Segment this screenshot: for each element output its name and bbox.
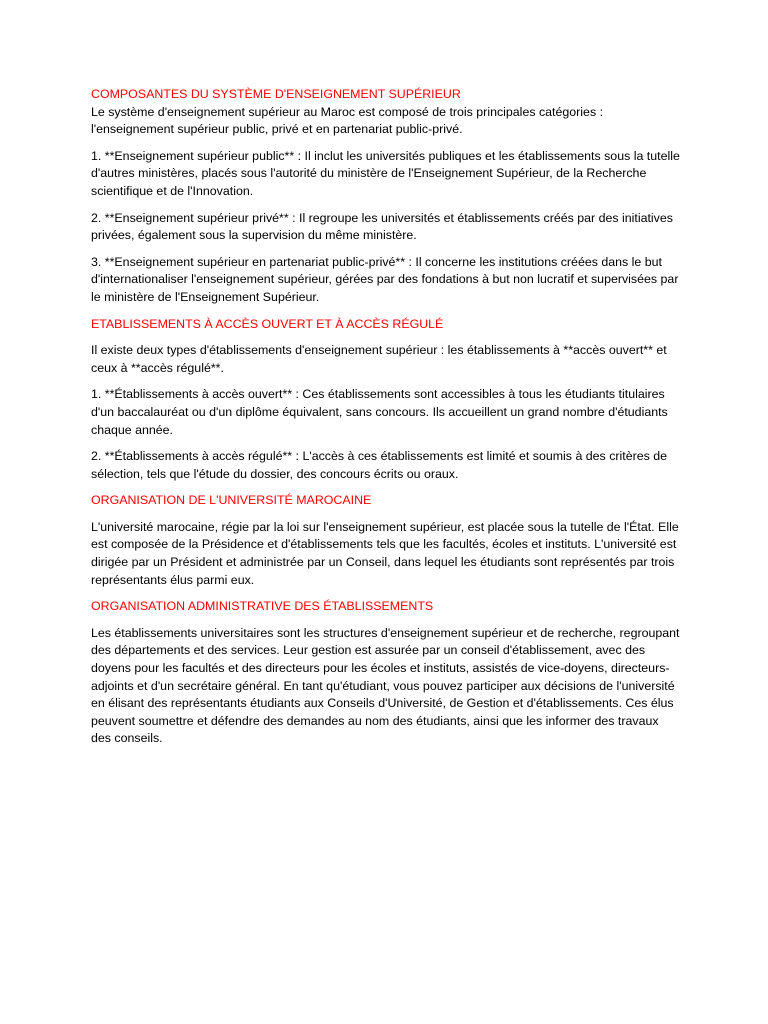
- paragraph: Il existe deux types d'établissements d'enseignement supérieur : les établissements à **accès ouvert** et ceux à **accès régulé**.: [91, 343, 667, 375]
- section-organisation-universite: [91, 492, 681, 589]
- paragraph: 1. **Enseignement supérieur public** : Il inclut les universités publiques et les établissements sous la tutelle d'autres ministères, placés sous l'autorité du ministère de l'Enseignement Supérieur, de la Recherche scientifique et de l'Innovation.: [91, 148, 680, 198]
- paragraph: 3. **Enseignement supérieur en partenariat public-privé** : Il concerne les institutions créées dans le but d'internationaliser l'enseignement supérieur, gérées par des fondations à but non lucratif et supervisées par le ministère de l'Enseignement Supérieur.: [91, 254, 679, 304]
- paragraph: 1. **Établissements à accès ouvert** : Ces établissements sont accessibles à tous les étudiants titulaires d'un baccalauréat ou d'un diplôme équivalent, sans concours. Ils accueillent un grand nombre d'étudiants chaque année.: [91, 387, 668, 437]
- section-heading: ETABLISSEMENTS À ACCÈS OUVERT ET À ACCÈS RÉGULÉ: [91, 316, 444, 331]
- paragraph: Les établissements universitaires sont les structures d'enseignement supérieur et de recherche, regroupant des départements et des services. Leur gestion est assurée par un conseil d'établissement, avec des doyens pour les facultés et des directeurs pour les écoles et instituts, assistés de vice-doyens, directeurs-adjoints et d'un secrétaire général. En tant qu'étudiant, vous pouvez participer aux décisions de l'université en élisant des représentants étudiants aux Conseils d'Université, de Gestion et d'établissements. Ces élus peuvent soumettre et défendre des demandes au nom des étudiants, ainsi que les informer des travaux des conseils.: [91, 625, 680, 746]
- section-etablissements-acces: [91, 316, 681, 484]
- section-heading: ORGANISATION ADMINISTRATIVE DES ÉTABLISSEMENTS: [91, 599, 434, 614]
- paragraph: 2. **Enseignement supérieur privé** : Il regroupe les universités et établissements créés par des initiatives privées, également sous la supervision du même ministère.: [91, 210, 673, 243]
- section-composantes: [91, 86, 681, 307]
- section-organisation-administrative: [91, 598, 681, 748]
- paragraph: 2. **Établissements à accès régulé** : L'accès à ces établissements est limité et soumis à des critères de sélection, tels que l'étude du dossier, des concours écrits ou oraux.: [91, 449, 668, 481]
- section-heading: ORGANISATION DE L'UNIVERSITÉ MAROCAINE: [91, 493, 372, 508]
- section-heading: COMPOSANTES DU SYSTÈME D'ENSEIGNEMENT SUPÉRIEUR: [91, 87, 461, 101]
- paragraph: Le système d'enseignement supérieur au Maroc est composé de trois principales catégories : l'enseignement supérieur public, privé et en partenariat public-privé.: [91, 104, 604, 137]
- document-page: [91, 86, 681, 748]
- paragraph: L'université marocaine, régie par la loi sur l'enseignement supérieur, est placée sous la tutelle de l'État. Elle est composée de la Présidence et d'établissements tels que les facultés, écoles et instituts. L'université est dirigée par un Président et administrée par un Conseil, dans lequel les étudiants sont représentés par trois représentants élus parmi eux.: [91, 519, 679, 587]
